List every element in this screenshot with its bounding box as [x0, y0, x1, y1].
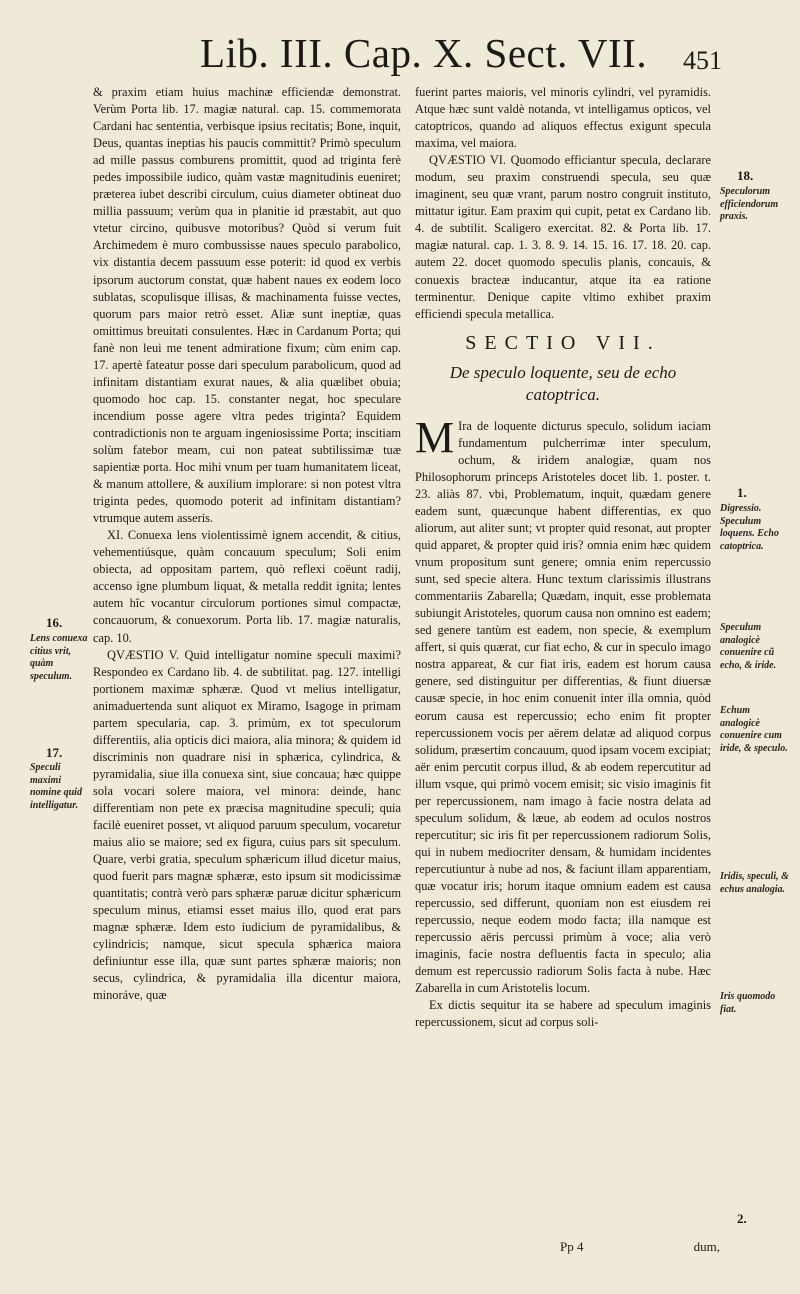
running-head: Lib. III. Cap. X. Sect. VII. [200, 30, 648, 76]
margin-note: Lens conuexa citius vrit, quàm speculum. [30, 633, 88, 682]
paragraph [415, 412, 711, 998]
paragraph: Ex dictis sequitur ita se habere ad speculum imaginis repercussionem, sicut ad corpus soli- [415, 998, 711, 1030]
signature-mark: Pp 4 [560, 1239, 584, 1254]
paragraph: QVÆSTIO V. Quid intelligatur nomine speculi maximi? Respondeo ex Cardano lib. 4. de subtilitat. pag. 127. intelligi portionem maximæ sphæræ. Quod vt melius intelligatur, animaduertenda sunt aliquot ex Miramo, Isagoge in primam partem specularia, cap. 3. primùm, ex tot speculorum differentiis, alia opticis dici maiora, alia minora; & quidem id discriminis non quadrare nisi in sphærica, cylindrica, & pyramidalia, siue illa conuexa sint, siue concaua; hæc quippe sola vocari solere maiora, vel minora: deinde, hanc differentiam non pete ex præcisa magnitudine speculi; quia facilè eueniret posset, vt aliquod paruum speculum, vocaretur maius alio se maiore; sed ex figura, cuius pars sit speculum. Quare, verbi gratia, speculum sphæricum illud dicetur maius, quod fuerit pars magnæ sphæræ, esto ipsum sit modicissimæ quantitatis; contrà verò pars sphæræ paruæ dicitur sphæricum speculum minus, etiamsi esset maius illo, quod erat pars magnæ sphæræ. Idem esto iudicium de pyramidalibus, & cylindricis; namque, sicut specula sphærica maiora definiuntur esse illa, quæ sunt partes sphæræ maioris; non secus, cylindrica, & pyramidalia illa dicentur maiora, minoráve, quæ [93, 647, 401, 1003]
margin-note: Speculi maximi nomine quid intelligatur. [30, 762, 82, 811]
margin-note: Iridis, speculi, & echus analogia. [720, 871, 789, 895]
section-subtitle: De speculo loquente, seu de echo catoptrica. [449, 362, 677, 404]
catchword: dum, [693, 1239, 720, 1254]
page-number: 451 [683, 46, 722, 75]
margin-note: Digressio. Speculum loquens. Echo catoptrica. [720, 503, 779, 552]
catchline [560, 1239, 720, 1255]
paragraph: & praxim etiam huius machinæ efficiendæ demonstrat. Verùm Porta lib. 17. magiæ natural. cap. 15. commemorata Cardani hac sententia, verbisque ipsius recitatis; Bone, inquit, Deus, quantas ineptias his paucis committit? Primò speculum ad mille passus comburens promittit, quod ad triginta ferè pedes impossibile iudico, quàm vastæ magnitudinis eueniret; præterea iubet describi circulum, cuius diameter obtineat duo millia passuum; verùm qua in planitie id præstabit, aut quo vtetur circino, quibusve motoribus? Quòd si verum fuit Archimedem è muro combussisse naues speculo parabolico, vix distantia decem passuum esse poterit: id quod ex verbis ipsorum auctorum constat, quæ habent naues ex eodem loco sublatas, scopulisque illisas, & machinamenta fuisse vectes, quorum pars maior retrò esset. Aliæ sunt ineptiæ, quas omittimus breuitati consulentes. Hæc in Cardanum Porta; qui fanè non leui me tenent admiratione fixum; cùm enim cap. 17. apertè fateatur posse dari speculum parabolicum, quod ad infinitam distantiam exurat naues, & alia quælibet obuia; quomodo hoc cap. 15. constanter negat, hoc speculare incendium posse agere vltra pedes triginta? Equidem contradictionis non te arguam ingeniosissime Porta; inscitiam solùm fatebor meam, cui non pateat subtilissimæ tuæ sapientiæ porta. Hoc mihi vnum per tuam humanitatem liceat, & manum attollere, & auxilium implorare: si non potest vltra triginta pedes, quomodo poterit ad infinitam distantiam? vtrumque autem asseris. [93, 85, 401, 526]
paragraph: QVÆSTIO VI. Quomodo efficiantur specula, declarare modum, seu praxim construendi specula, seu quæ imaginent, seu quæ vrant, parum nostro congruit instituto, mittatur igitur. Eam praxim qui cupit, petat ex Cardano lib. 4. de subtilit. Scaligero exercitat. 82. & Porta lib. 17. magiæ natural. cap. 1. 3. 8. 9. 14. 15. 16. 17. 18. 20. cap. autem 22. docet quomodo speculis planis, concauis, & conuexis bracteæ inducantur, atque ita ea ratione terminentur. Denique capite vltimo exhibet praxim efficiendi specula metallica. [415, 153, 711, 321]
margin-number: 18. [737, 168, 754, 183]
left-column [93, 84, 401, 1005]
margin-note: Echum analogicè conuenire cum iride, & speculo. [720, 705, 788, 754]
margin-number: 2. [737, 1211, 747, 1226]
right-column [415, 84, 711, 1031]
paragraph: fuerint partes maioris, vel minoris cylindri, vel pyramidis. Atque hæc sunt valdè notanda, vt intelligamus opticos, vel catoptricos, quando ad aliquos effectus exigunt specula maxima, vel maiora. [415, 85, 711, 151]
margin-note: Speculum analogicè conuenire cũ echo, & iride. [720, 622, 777, 671]
section-heading: SECTIO VII. [465, 331, 661, 354]
margin-note: Iris quomodo fiat. [720, 991, 776, 1015]
margin-note: Speculorum efficiendorum praxis. [720, 186, 779, 222]
margin-number: 16. [46, 615, 63, 630]
margin-number: 1. [737, 485, 747, 500]
drop-capital: M [415, 412, 455, 462]
margin-number: 17. [46, 745, 63, 760]
paragraph-text: Ira de loquente dicturus speculo, solidum iaciam fundamentum pulcherrimæ inter speculum, ochum, & iridem analogiæ, quam nos Philosophorum princeps Aristoteles docet lib. 1. poster. t. 23. aliàs 87. vbi, Problematum, inquit, quædam genere eadem sunt, quæcunque habent differentias, ex quo aliorum, aut aliter sunt; vt propter quid resonat, aut propter quid apparet, & propter quid iris? omnia enim hæc quidem vnum propositum sunt genere; omnia enim repercussio sunt, sed specie altera. Hunc textum clarissimis illustrans commentariis Zabarella; Quædam, inquit, esse problemata subiungit Aristoteles, quorum causa non omnino est eadem; sed genere tantùm est eadem, non specie, & exemplum affert, si quis quærat, cur fiat echo, & cur in speculo imago nostra appareat, & cur fiat iris, eadem est horum causa genere, sed distinguitur per differentias, & fiunt diuersæ causæ specie, in hoc enim conuenit inter illa omnia, quòd eorum causa est repercussio; echo enim fit propter repercussionem vocis per aërem delatæ ad aliquod corpus solidum, præsertim concauum, quod ipsam vocem excipiat; aër enim percutit corpus illud, & ab eodem repercutitur ad illum vsque, qui primò vocem emisit; sic visio imaginis fit per repercussionem, nam imago à facie nostra delata ad speculum solidum, & læue, ab eodem ad oculos nostros repercutitur; sic iris fit per repercussionem radiorum Solis, qui in nubem mediocriter densam, & humidam incidentes repercutiuntur à nube ad nos, & faciunt illam apparentiam, quæ vocatur iris; horum itaque omnium eadem est causa repercussio, sed differunt, quoniam non est eiusdem rei repercussio, neque eodem modo facta; illa namque est repercussio aëris percussi primùm à voce; alia verò imaginis, facie nostra defluentis facta in speculo; alia demum est repercussio radiorum Solis facta à nube. Hæc Zabarella in cum Aristotelis locum. [415, 418, 711, 996]
paragraph: XI. Conuexa lens violentissimè ignem accendit, & citius, vehementiúsque, quàm concauum speculum; Soli enim obiecta, ad oppositam partem, quò reflexi coëunt radij, accenso igne plumbum liquat, & metalla reddit ignita; lentes autem hîc vocantur circulorum portiones simul compactæ, concauorum, & conuexorum. Porta lib. 17. magiæ naturalis, cap. 10. [93, 528, 401, 645]
